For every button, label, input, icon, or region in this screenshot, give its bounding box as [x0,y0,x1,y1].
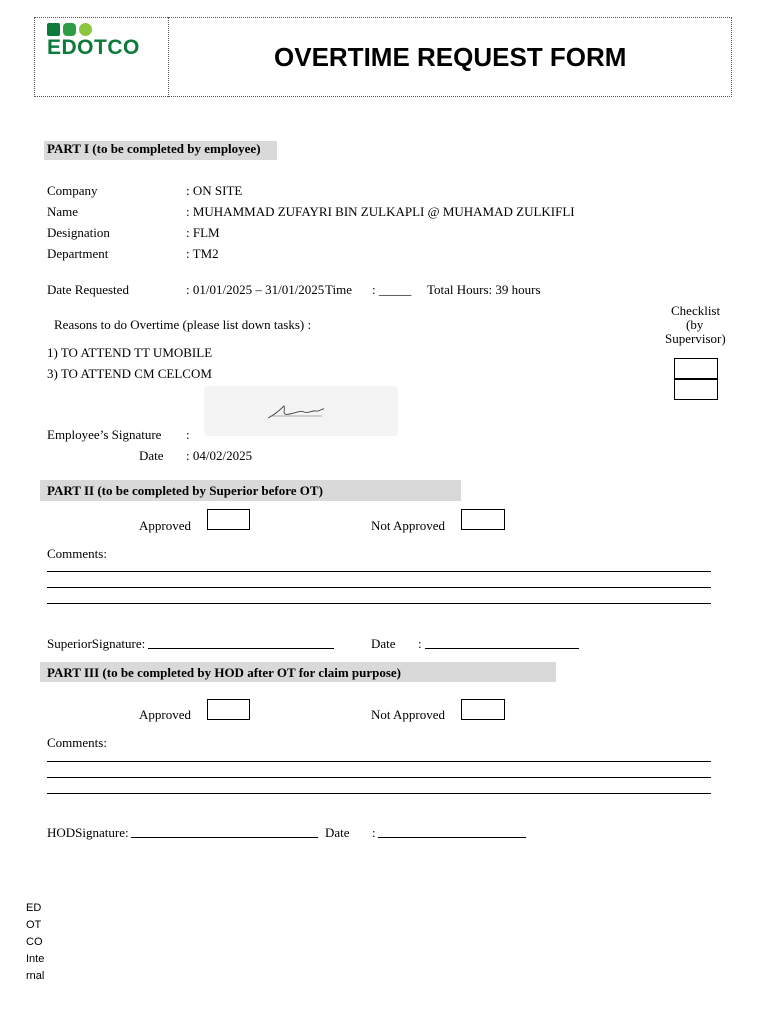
superior-date-colon: : [418,636,422,651]
checklist-checkbox-2[interactable] [674,379,718,400]
superior-date-line[interactable] [425,648,579,649]
date-requested-value: : 01/01/2025 – 31/01/2025 [186,282,325,297]
employee-signature-image [204,386,398,436]
part2-comments-label: Comments: [47,546,107,561]
part2-not-approved-checkbox[interactable] [461,509,505,530]
superior-signature-label: SuperiorSignature: [47,636,146,651]
hod-signature-line[interactable] [131,837,318,838]
task-item: 1) TO ATTEND TT UMOBILE [47,345,213,360]
part3-comment-line[interactable] [47,761,711,762]
date-requested-label: Date Requested [47,282,129,297]
logo-square-2 [63,23,76,36]
part3-not-approved-checkbox[interactable] [461,699,505,720]
company-value: : ON SITE [186,183,243,198]
checklist-heading-1: Checklist [671,303,721,318]
designation-value: : FLM [186,225,220,240]
part2-comment-line[interactable] [47,603,711,604]
time-value: : _____ [372,282,412,297]
department-value: : TM2 [186,246,219,261]
logo-text: EDOTCO [47,36,140,59]
hod-date-colon: : [372,825,376,840]
part3-approved-label: Approved [139,707,191,722]
part2-comment-line[interactable] [47,571,711,572]
header-divider [168,17,169,97]
part3-comment-line[interactable] [47,777,711,778]
part3-not-approved-label: Not Approved [371,707,446,722]
superior-signature-line[interactable] [148,648,334,649]
designation-label: Designation [47,225,110,240]
employee-signature-colon: : [186,427,190,442]
department-label: Department [47,246,109,261]
name-label: Name [47,204,79,219]
part2-approved-checkbox[interactable] [207,509,250,530]
employee-date-value: : 04/02/2025 [186,448,253,463]
company-label: Company [47,183,98,198]
task-item: 3) TO ATTEND CM CELCOM [47,366,212,381]
form-title: OVERTIME REQUEST FORM [274,42,627,72]
classification-label: EDOTCO Internal [26,902,45,982]
part2-comment-line[interactable] [47,587,711,588]
employee-date-label: Date [139,448,164,463]
part3-heading: PART III (to be completed by HOD after OT for claim purpose) [47,665,402,680]
signature-scribble [204,386,398,436]
part2-heading: PART II (to be completed by Superior before OT) [47,483,323,498]
time-label: Time [325,282,352,297]
checklist-heading-2: (by [686,317,704,332]
hod-signature-label: HODSignature: [47,825,129,840]
checklist-checkbox-1[interactable] [674,358,718,379]
logo-square-3 [79,23,92,36]
name-value: : MUHAMMAD ZUFAYRI BIN ZULKAPLI @ MUHAMAD ZULKIFLI [186,204,575,219]
hod-date-label: Date [325,825,350,840]
part3-approved-checkbox[interactable] [207,699,250,720]
total-hours: Total Hours: 39 hours [427,282,541,297]
part3-comments-label: Comments: [47,735,107,750]
hod-date-line[interactable] [378,837,526,838]
part3-comment-line[interactable] [47,793,711,794]
superior-date-label: Date [371,636,396,651]
logo-square-1 [47,23,60,36]
part2-approved-label: Approved [139,518,191,533]
part1-heading: PART I (to be completed by employee) [47,141,261,156]
part2-not-approved-label: Not Approved [371,518,446,533]
employee-signature-label: Employee’s Signature [47,427,162,442]
checklist-heading-3: Supervisor) [665,331,726,346]
reasons-label: Reasons to do Overtime (please list down tasks) : [54,317,312,332]
